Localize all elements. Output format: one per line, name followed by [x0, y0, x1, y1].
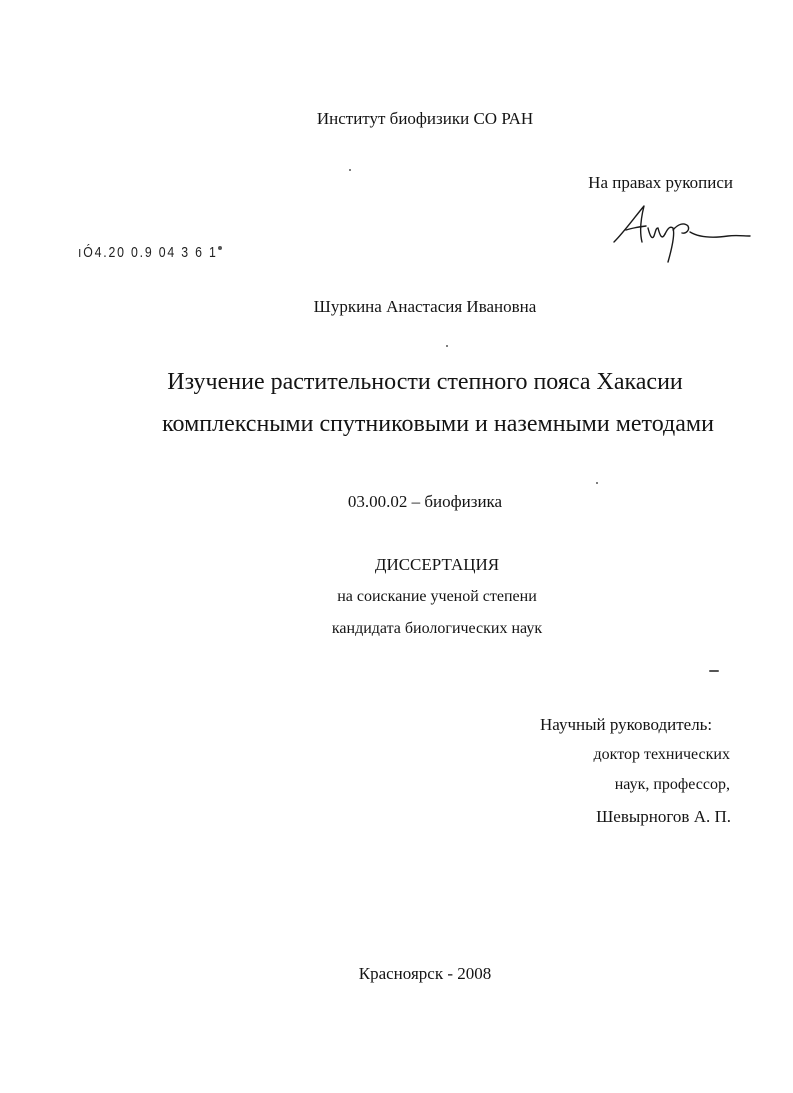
supervisor-line-1: доктор технических: [593, 746, 730, 763]
supervisor-line-2: наук, профессор,: [614, 776, 730, 793]
scan-speck: [709, 670, 719, 672]
specialty-code: 03.00.02 – биофизика: [347, 492, 503, 511]
archive-stamp-number: ıÓ4.20 0.9 04 3 6 1: [78, 244, 218, 261]
dissertation-title-line-1: Изучение растительности степного пояса Хакасии: [167, 369, 683, 395]
institute-name: Институт биофизики СО РАН: [316, 109, 534, 128]
scan-speck: [349, 169, 351, 171]
signature-icon: [610, 198, 752, 266]
dissertation-title-line-2: комплексными спутниковыми и наземными методами: [162, 411, 714, 437]
scan-speck: [596, 482, 598, 484]
scan-speck: [218, 246, 222, 250]
degree-line-1: на соискание ученой степени: [337, 588, 537, 605]
supervisor-heading: Научный руководитель:: [540, 715, 713, 734]
manuscript-rights-note: На правах рукописи: [588, 173, 733, 192]
city-and-year: Красноярск - 2008: [358, 964, 492, 983]
author-name: Шуркина Анастасия Ивановна: [313, 297, 537, 316]
work-type-label: ДИССЕРТАЦИЯ: [374, 555, 500, 574]
supervisor-name: Шевырногов А. П.: [596, 807, 731, 826]
degree-line-2: кандидата биологических наук: [331, 620, 543, 637]
scan-speck: [446, 345, 448, 347]
